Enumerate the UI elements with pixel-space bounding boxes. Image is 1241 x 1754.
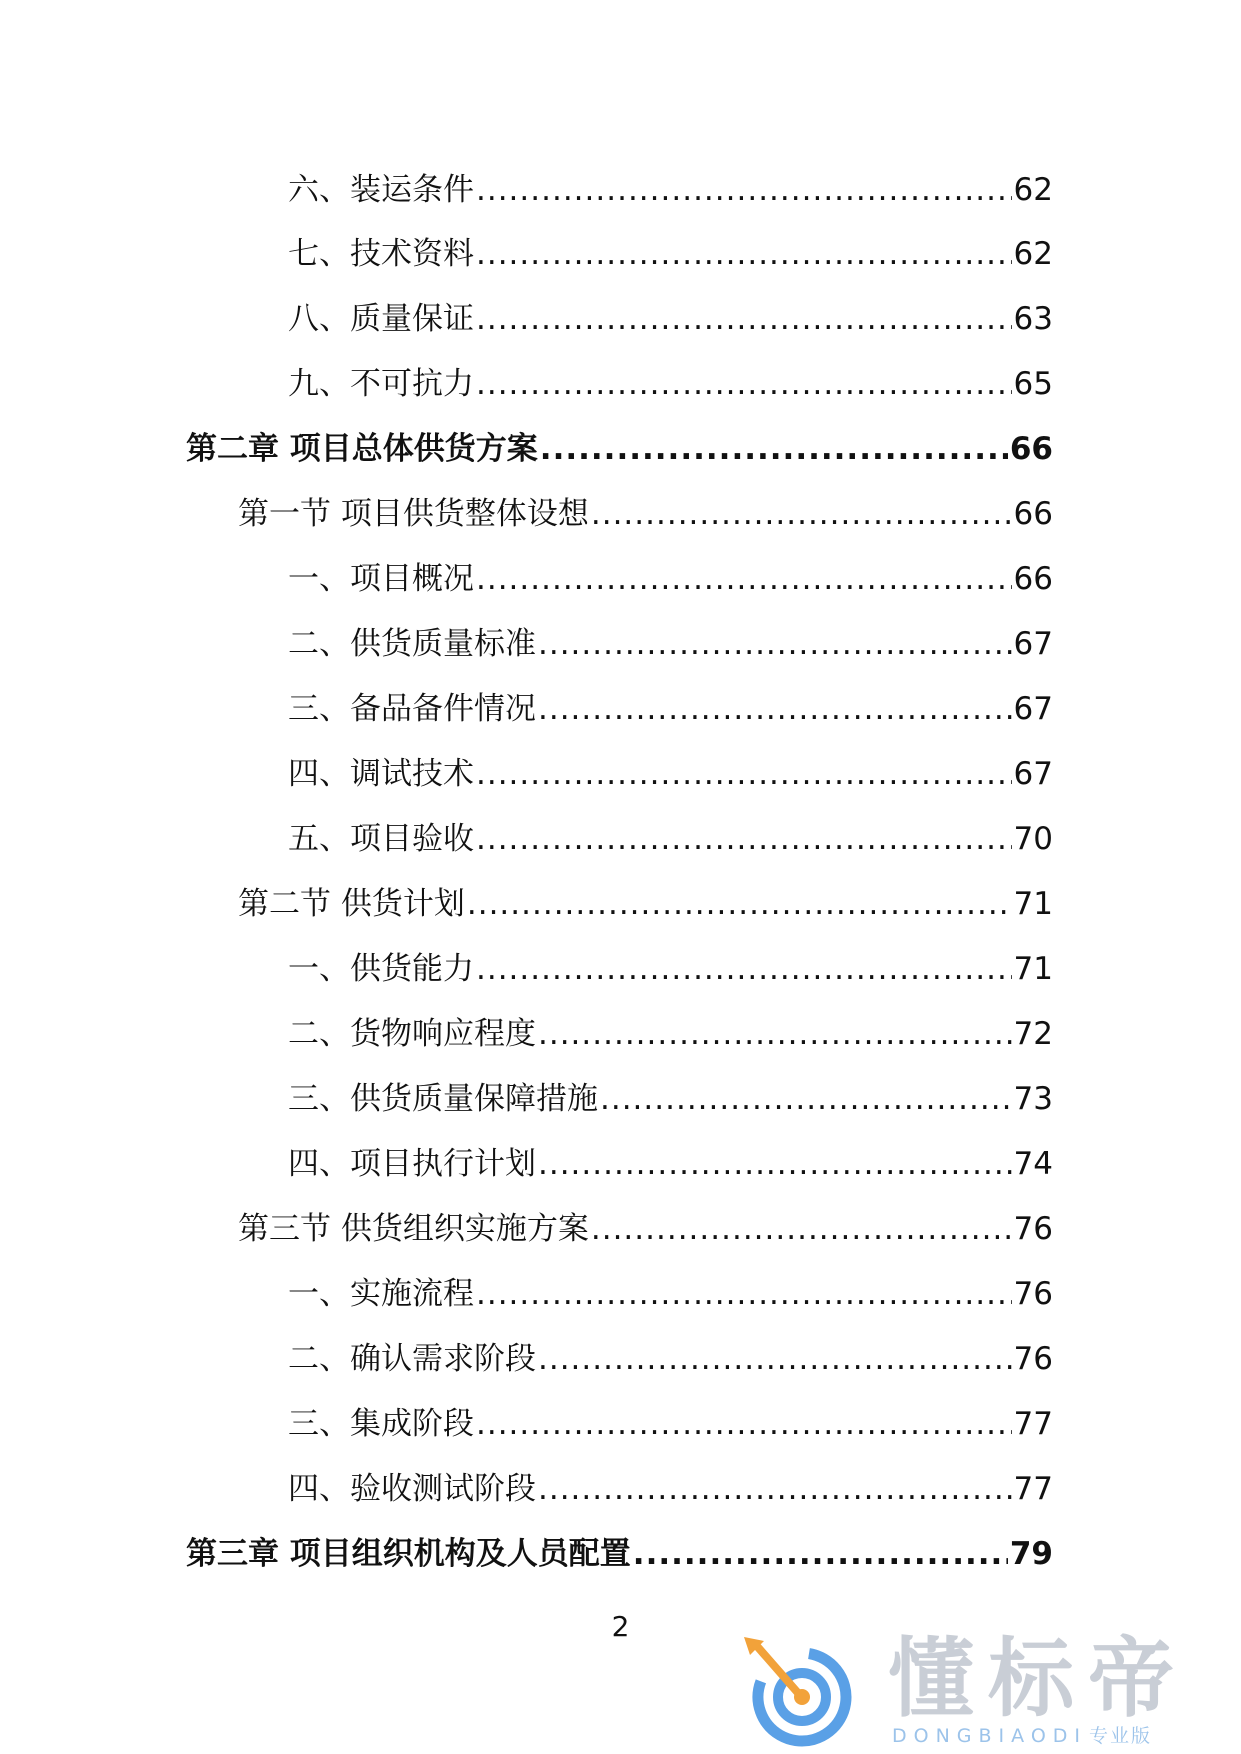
- toc-entry[interactable]: [288, 1140, 1053, 1184]
- toc-dot-leader: [538, 1144, 1012, 1184]
- toc-section-entry[interactable]: [238, 490, 1053, 534]
- toc-dot-leader: [476, 364, 1012, 404]
- toc-entry-title: 三、集成阶段: [288, 1406, 474, 1442]
- toc-entry-title: 三、供货质量保障措施: [288, 1081, 598, 1117]
- toc-dot-leader: [476, 949, 1012, 989]
- toc-entry-title: 第一节 项目供货整体设想: [238, 496, 589, 532]
- toc-entry[interactable]: [288, 685, 1053, 729]
- toc-page-number: 79: [1009, 1536, 1053, 1572]
- toc-entry[interactable]: [288, 1010, 1053, 1054]
- toc-entry-title: 四、验收测试阶段: [288, 1471, 536, 1507]
- toc-page-number: 62: [1013, 172, 1053, 208]
- toc-dot-leader: [591, 1209, 1012, 1249]
- toc-entry-title: 第三章 项目组织机构及人员配置: [186, 1536, 631, 1572]
- toc-page-number: 74: [1013, 1146, 1053, 1182]
- toc-entry[interactable]: [288, 360, 1053, 404]
- toc-entry[interactable]: [288, 1270, 1053, 1314]
- toc-entry[interactable]: [288, 815, 1053, 859]
- toc-dot-leader: [476, 1274, 1012, 1314]
- watermark-brand-cn: 懂标帝: [888, 1629, 1188, 1729]
- toc-entry-title: 二、供货质量标准: [288, 626, 536, 662]
- toc-dot-leader: [476, 754, 1012, 794]
- toc-dot-leader: [476, 1404, 1012, 1444]
- toc-entry[interactable]: [288, 620, 1053, 664]
- toc-page-number: 67: [1013, 691, 1053, 727]
- toc-entry[interactable]: [288, 945, 1053, 989]
- toc-page-number: 76: [1013, 1276, 1053, 1312]
- toc-dot-leader: [476, 819, 1012, 859]
- toc-entry[interactable]: [288, 750, 1053, 794]
- toc-entry[interactable]: [288, 1075, 1053, 1119]
- toc-entry-title: 二、确认需求阶段: [288, 1341, 536, 1377]
- toc-page-number: 77: [1013, 1406, 1053, 1442]
- toc-entry-title: 六、装运条件: [288, 172, 474, 208]
- toc-entry[interactable]: [288, 230, 1053, 274]
- toc-chapter-entry[interactable]: [186, 1530, 1053, 1574]
- toc-dot-leader: [467, 884, 1012, 924]
- toc-entry[interactable]: [288, 1400, 1053, 1444]
- toc-dot-leader: [538, 1469, 1012, 1509]
- toc-entry[interactable]: [288, 1465, 1053, 1509]
- toc-page-number: 70: [1013, 821, 1053, 857]
- toc-section-entry[interactable]: [238, 880, 1053, 924]
- toc-dot-leader: [591, 494, 1012, 534]
- toc-entry[interactable]: [288, 166, 1053, 210]
- toc-entry-title: 一、实施流程: [288, 1276, 474, 1312]
- toc-section-entry[interactable]: [238, 1205, 1053, 1249]
- toc-dot-leader: [538, 1014, 1012, 1054]
- toc-entry[interactable]: [288, 295, 1053, 339]
- toc-page-number: 71: [1013, 886, 1053, 922]
- page-number: 2: [611, 1610, 630, 1643]
- toc-page-number: 76: [1013, 1341, 1053, 1377]
- toc-page-number: 67: [1013, 756, 1053, 792]
- toc-page-number: 66: [1013, 496, 1053, 532]
- toc-page-number: 63: [1013, 301, 1053, 337]
- toc-entry-title: 第三节 供货组织实施方案: [238, 1211, 589, 1247]
- toc-dot-leader: [538, 624, 1012, 664]
- toc-dot-leader: [476, 170, 1012, 210]
- toc-page-number: 67: [1013, 626, 1053, 662]
- toc-entry[interactable]: [288, 1335, 1053, 1379]
- toc-page-number: 65: [1013, 366, 1053, 402]
- toc-dot-leader: [538, 689, 1012, 729]
- toc-entry-title: 第二节 供货计划: [238, 886, 465, 922]
- toc-dot-leader: [476, 299, 1012, 339]
- toc-dot-leader: [600, 1079, 1012, 1119]
- toc-chapter-entry[interactable]: [186, 425, 1053, 469]
- toc-dot-leader: [538, 1339, 1012, 1379]
- toc-entry-title: 七、技术资料: [288, 236, 474, 272]
- toc-dot-leader: [633, 1534, 1008, 1574]
- toc-entry-title: 九、不可抗力: [288, 366, 474, 402]
- toc-entry-title: 一、项目概况: [288, 561, 474, 597]
- toc-dot-leader: [540, 429, 1008, 469]
- target-arrow-icon: [740, 1635, 860, 1747]
- watermark-edition: 专业版: [1089, 1725, 1153, 1747]
- toc-entry-title: 一、供货能力: [288, 951, 474, 987]
- toc-dot-leader: [476, 234, 1012, 274]
- toc-page-number: 73: [1013, 1081, 1053, 1117]
- toc-entry-title: 四、调试技术: [288, 756, 474, 792]
- toc-page-number: 76: [1013, 1211, 1053, 1247]
- toc-page-number: 66: [1013, 561, 1053, 597]
- toc-page-number: 71: [1013, 951, 1053, 987]
- toc-entry[interactable]: [288, 555, 1053, 599]
- toc-entry-title: 第二章 项目总体供货方案: [186, 431, 538, 467]
- toc-entry-title: 五、项目验收: [288, 821, 474, 857]
- toc-page-number: 62: [1013, 236, 1053, 272]
- toc-dot-leader: [476, 559, 1012, 599]
- toc-entry-title: 八、质量保证: [288, 301, 474, 337]
- toc-page-number: 77: [1013, 1471, 1053, 1507]
- watermark-brand-en-line: [892, 1725, 1152, 1747]
- toc-page-number: 66: [1009, 431, 1053, 467]
- toc-entry-title: 三、备品备件情况: [288, 691, 536, 727]
- toc-page-number: 72: [1013, 1016, 1053, 1052]
- watermark-logo: [740, 1629, 1210, 1747]
- toc-entry-title: 四、项目执行计划: [288, 1146, 536, 1182]
- toc-entry-title: 二、货物响应程度: [288, 1016, 536, 1052]
- watermark-brand-en: DONGBIAODI: [892, 1725, 1088, 1747]
